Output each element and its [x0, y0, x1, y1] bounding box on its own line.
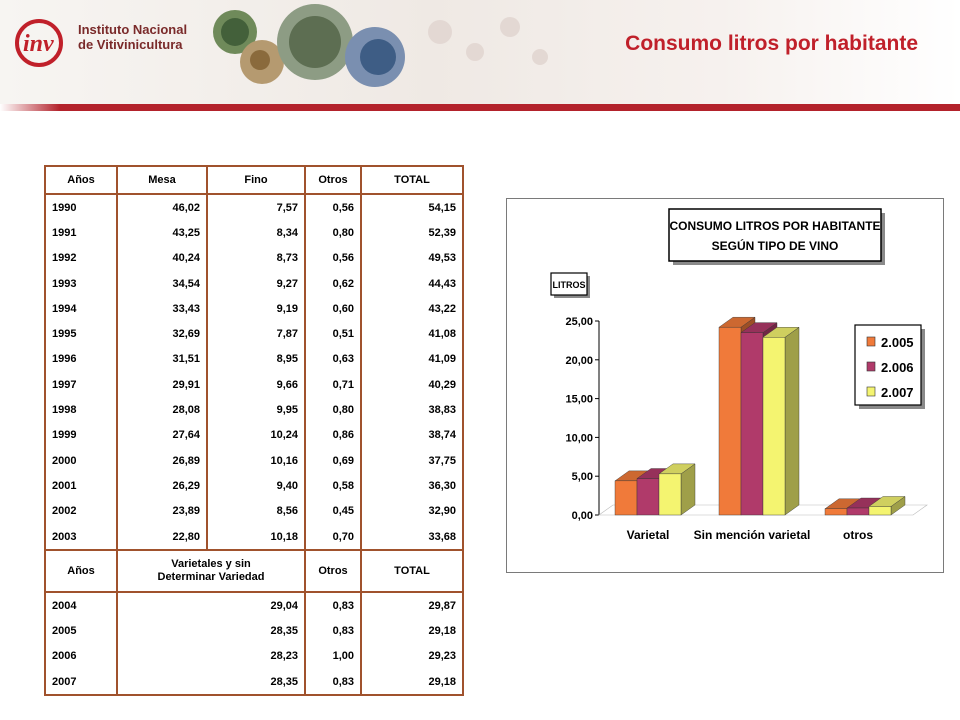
table-header-cell: Otros — [305, 166, 361, 194]
chart-title-line-2: SEGÚN TIPO DE VINO — [711, 239, 839, 253]
bar — [869, 506, 891, 515]
table-row — [45, 473, 463, 498]
table-cell: 34,54 — [117, 271, 207, 296]
legend-swatch — [867, 387, 875, 396]
bar — [763, 337, 785, 515]
table-cell: 2002 — [45, 499, 117, 524]
bar — [741, 333, 763, 515]
table-row — [45, 524, 463, 550]
chart-title-line-1: CONSUMO LITROS POR HABITANTE — [669, 219, 881, 233]
legend-label: 2.007 — [881, 385, 914, 400]
y-tick-label: 10,00 — [565, 432, 593, 445]
table-cell: 31,51 — [117, 347, 207, 372]
y-tick-label: 20,00 — [565, 354, 593, 367]
x-category-label: Varietal — [626, 528, 670, 542]
table-row — [45, 592, 463, 618]
header-banner — [0, 0, 960, 110]
table-cell: 27,64 — [117, 423, 207, 448]
table-cell: 52,39 — [361, 220, 463, 245]
table-cell: 7,87 — [207, 321, 305, 346]
table-cell: 0,71 — [305, 372, 361, 397]
table-header-cell: TOTAL — [361, 550, 463, 592]
table-cell: 0,80 — [305, 397, 361, 422]
table-cell: 0,56 — [305, 194, 361, 220]
table-row — [45, 669, 463, 695]
vineyard-photo-4 — [345, 27, 405, 87]
y-tick-label: 15,00 — [565, 393, 593, 406]
bar — [615, 481, 637, 515]
page-title: Consumo litros por habitante — [625, 32, 918, 55]
table-cell: 46,02 — [117, 194, 207, 220]
table-cell: 43,22 — [361, 296, 463, 321]
table-cell: 1996 — [45, 347, 117, 372]
table-cell: 0,70 — [305, 524, 361, 550]
table-cell: 33,43 — [117, 296, 207, 321]
table-row — [45, 296, 463, 321]
svg-text:inv: inv — [23, 31, 54, 57]
x-category-label: Sin mención varietal — [693, 528, 811, 542]
table-cell: 0,45 — [305, 499, 361, 524]
table-cell: 0,69 — [305, 448, 361, 473]
y-tick-label: 5,00 — [571, 471, 593, 484]
table-cell: 9,27 — [207, 271, 305, 296]
table-row — [45, 246, 463, 271]
table-row — [45, 448, 463, 473]
bar — [719, 327, 741, 515]
logo-line-1: Instituto Nacional — [78, 22, 188, 37]
table-cell: 28,08 — [117, 397, 207, 422]
table-cell: 0,60 — [305, 296, 361, 321]
table-row — [45, 194, 463, 220]
table-cell: 1998 — [45, 397, 117, 422]
table-cell: 29,04 — [117, 592, 305, 618]
vineyard-photo-3 — [277, 4, 353, 80]
table-cell: 0,83 — [305, 618, 361, 643]
table-cell: 29,23 — [361, 644, 463, 669]
table-cell: 0,51 — [305, 321, 361, 346]
table-cell: 32,69 — [117, 321, 207, 346]
table-cell: 43,25 — [117, 220, 207, 245]
inv-logo-icon — [14, 18, 70, 68]
table-header-cell: Otros — [305, 550, 361, 592]
table-cell: 0,58 — [305, 473, 361, 498]
table-cell: 2000 — [45, 448, 117, 473]
bar — [825, 509, 847, 515]
table-cell: 2001 — [45, 473, 117, 498]
legend-swatch — [867, 337, 875, 346]
table-cell: 1990 — [45, 194, 117, 220]
legend-label: 2.005 — [881, 335, 914, 350]
table-header-cell: Años — [45, 550, 117, 592]
leaf-decoration — [428, 17, 548, 65]
consumption-table — [44, 165, 464, 696]
header-divider — [0, 104, 960, 111]
table-header-row — [45, 166, 463, 194]
table-cell: 8,73 — [207, 246, 305, 271]
header-photos — [200, 2, 580, 92]
table-cell: 0,83 — [305, 669, 361, 695]
table-row — [45, 347, 463, 372]
table-cell: 10,24 — [207, 423, 305, 448]
table-cell: 0,80 — [305, 220, 361, 245]
table-cell: 38,83 — [361, 397, 463, 422]
table-cell: 33,68 — [361, 524, 463, 550]
bar — [637, 479, 659, 515]
table-cell: 0,56 — [305, 246, 361, 271]
consumption-chart — [506, 198, 944, 573]
table-row — [45, 618, 463, 643]
table-cell: 40,29 — [361, 372, 463, 397]
table-cell: 28,35 — [117, 618, 305, 643]
table-row — [45, 423, 463, 448]
table-row — [45, 372, 463, 397]
table-cell: 0,83 — [305, 592, 361, 618]
table-cell: 2006 — [45, 644, 117, 669]
table-cell: 9,66 — [207, 372, 305, 397]
table-cell: 1995 — [45, 321, 117, 346]
table-cell: 7,57 — [207, 194, 305, 220]
table-cell: 1993 — [45, 271, 117, 296]
bar-side — [785, 327, 799, 515]
table-row — [45, 397, 463, 422]
table-cell: 29,91 — [117, 372, 207, 397]
table-cell: 1992 — [45, 246, 117, 271]
chart-svg — [507, 199, 943, 572]
x-category-label: otros — [843, 528, 873, 542]
table-cell: 1997 — [45, 372, 117, 397]
table-cell: 28,35 — [117, 669, 305, 695]
table-cell: 2005 — [45, 618, 117, 643]
table-cell: 1999 — [45, 423, 117, 448]
table-cell: 0,86 — [305, 423, 361, 448]
logo-line-2: de Vitivinicultura — [78, 37, 183, 52]
table-cell: 26,89 — [117, 448, 207, 473]
table-cell: 9,40 — [207, 473, 305, 498]
table-cell: 44,43 — [361, 271, 463, 296]
y-axis-label: LITROS — [552, 280, 586, 290]
chart-title-box — [669, 209, 881, 261]
table-cell: 2003 — [45, 524, 117, 550]
table-header-row — [45, 550, 463, 592]
table-cell: 23,89 — [117, 499, 207, 524]
table-cell: 49,53 — [361, 246, 463, 271]
bar — [659, 474, 681, 515]
table-cell: 2007 — [45, 669, 117, 695]
table-cell: 41,08 — [361, 321, 463, 346]
legend-label: 2.006 — [881, 360, 914, 375]
table-cell: 36,30 — [361, 473, 463, 498]
table-cell: 28,23 — [117, 644, 305, 669]
table-cell: 8,34 — [207, 220, 305, 245]
table-cell: 10,16 — [207, 448, 305, 473]
table-cell: 41,09 — [361, 347, 463, 372]
table-cell: 2004 — [45, 592, 117, 618]
table-cell: 38,74 — [361, 423, 463, 448]
legend-swatch — [867, 362, 875, 371]
table-cell: 22,80 — [117, 524, 207, 550]
table-row — [45, 644, 463, 669]
table-cell: 1991 — [45, 220, 117, 245]
table-cell: 29,18 — [361, 669, 463, 695]
table-cell: 0,62 — [305, 271, 361, 296]
table-cell: 54,15 — [361, 194, 463, 220]
bar — [847, 508, 869, 515]
table-cell: 8,95 — [207, 347, 305, 372]
table-cell: 1,00 — [305, 644, 361, 669]
table-header-cell: Mesa — [117, 166, 207, 194]
table-cell: 0,63 — [305, 347, 361, 372]
table-cell: 1994 — [45, 296, 117, 321]
table-row — [45, 271, 463, 296]
table-header-cell: TOTAL — [361, 166, 463, 194]
y-tick-label: 25,00 — [565, 316, 593, 328]
y-tick-label: 0,00 — [571, 510, 593, 522]
table-header-cell: Años — [45, 166, 117, 194]
table-header-cell: Varietales y sin Determinar Variedad — [117, 550, 305, 592]
table-cell: 9,19 — [207, 296, 305, 321]
table-cell: 29,18 — [361, 618, 463, 643]
header-divider-fade — [0, 104, 60, 111]
table-cell: 8,56 — [207, 499, 305, 524]
table-cell: 29,87 — [361, 592, 463, 618]
table-cell: 9,95 — [207, 397, 305, 422]
logo-text — [78, 22, 187, 52]
table-cell: 26,29 — [117, 473, 207, 498]
table-cell: 10,18 — [207, 524, 305, 550]
table-row — [45, 499, 463, 524]
table-cell: 40,24 — [117, 246, 207, 271]
table-cell: 32,90 — [361, 499, 463, 524]
table-cell: 37,75 — [361, 448, 463, 473]
table-header-cell: Fino — [207, 166, 305, 194]
table-row — [45, 321, 463, 346]
table-row — [45, 220, 463, 245]
